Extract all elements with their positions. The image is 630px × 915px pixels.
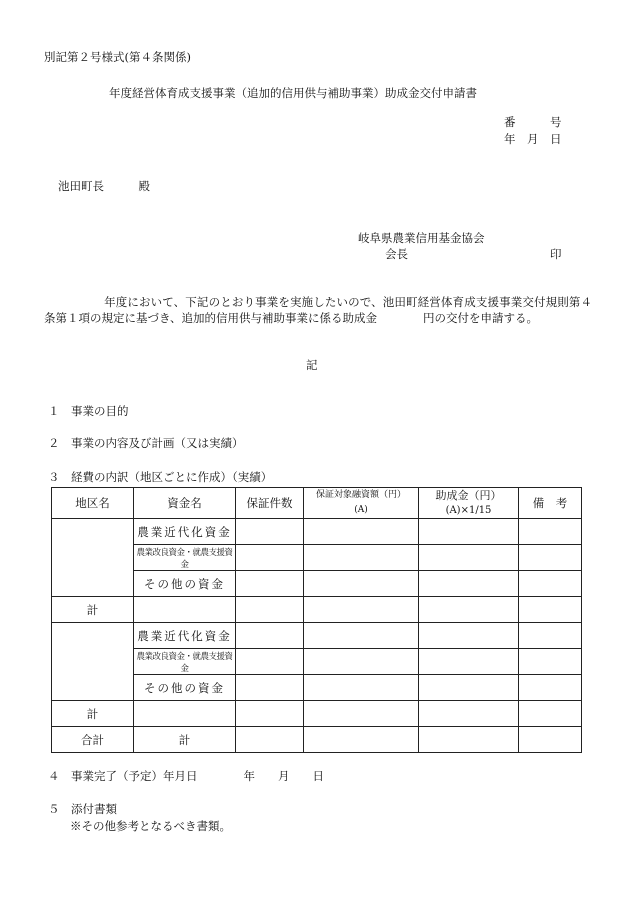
subtotal-row (52, 597, 582, 623)
chairman-title: 会長 (385, 247, 408, 261)
table-cell (304, 571, 419, 597)
table-cell (519, 623, 582, 649)
table-cell (236, 571, 304, 597)
fund-cell: 農業近代化資金 (134, 519, 236, 545)
table-header-row (52, 488, 582, 519)
table-cell (419, 649, 519, 675)
header-loan-amount-line2: (A) (354, 505, 368, 515)
ki-marker: 記 (306, 358, 318, 372)
addressee: 池田町長 殿 (58, 179, 150, 193)
table-cell (304, 727, 419, 753)
item-2: ２ 事業の内容及び計画（又は実績） (48, 436, 244, 450)
total-label: 合計 (52, 727, 134, 753)
table-cell (519, 571, 582, 597)
table-cell (419, 675, 519, 701)
table-cell (236, 597, 304, 623)
table-cell (519, 649, 582, 675)
table-cell (519, 545, 582, 571)
table-cell (419, 597, 519, 623)
item-4: ４ 事業完了（予定）年月日 年 月 日 (48, 769, 324, 783)
expense-table (51, 487, 582, 753)
fund-cell: 農業改良資金・就農支援資金 (134, 545, 236, 571)
header-grant-line2: (A)×1/15 (445, 505, 492, 516)
table-cell (304, 649, 419, 675)
table-cell (519, 701, 582, 727)
table-cell (304, 519, 419, 545)
table-cell (236, 675, 304, 701)
header-loan-amount-line1: 保証対象融資額（円） (315, 490, 406, 500)
table-row (52, 519, 582, 545)
application-date: 年 月 日 (504, 132, 562, 146)
item-3: ３ 経費の内訳（地区ごとに作成）（実績） (48, 470, 273, 484)
table-cell (304, 597, 419, 623)
form-id: 別記第２号様式(第４条関係) (44, 50, 191, 64)
table-cell (519, 675, 582, 701)
table-cell (419, 727, 519, 753)
table-cell (236, 727, 304, 753)
item-1: １ 事業の目的 (48, 404, 129, 418)
header-loan-amount (304, 488, 419, 519)
header-fund-name: 資金名 (134, 488, 236, 519)
fund-cell: 農業近代化資金 (134, 623, 236, 649)
table-cell (519, 597, 582, 623)
item-5: ５ 添付書類 (48, 802, 117, 816)
table-cell (304, 701, 419, 727)
subtotal-row (52, 701, 582, 727)
reference-number: 番 号 (504, 115, 562, 129)
table-cell (236, 519, 304, 545)
header-district: 地区名 (52, 488, 134, 519)
table-cell (419, 571, 519, 597)
table-cell (304, 675, 419, 701)
total-row (52, 727, 582, 753)
table-cell (519, 727, 582, 753)
table-cell (519, 519, 582, 545)
table-cell (419, 623, 519, 649)
document-title: 年度経営体育成支援事業（追加的信用供与補助事業）助成金交付申請書 (109, 86, 477, 100)
table-cell (419, 519, 519, 545)
table-cell (419, 701, 519, 727)
organization-name: 岐阜県農業信用基金協会 (358, 231, 485, 245)
table-row (52, 623, 582, 649)
table-cell (134, 701, 236, 727)
table-cell (304, 545, 419, 571)
item-5-note: ※その他参考となるべき書類。 (70, 819, 231, 833)
subtotal-label: 計 (52, 597, 134, 623)
table-cell (236, 649, 304, 675)
table-cell (304, 623, 419, 649)
header-grant-line1: 助成金（円） (435, 489, 502, 502)
fund-cell: 農業改良資金・就農支援資金 (134, 649, 236, 675)
fund-cell: その他の資金 (134, 571, 236, 597)
table-cell (419, 545, 519, 571)
subtotal-label: 計 (52, 701, 134, 727)
district-cell (52, 623, 134, 701)
fund-cell: その他の資金 (134, 675, 236, 701)
district-cell (52, 519, 134, 597)
header-guarantee-count: 保証件数 (236, 488, 304, 519)
table-cell (134, 597, 236, 623)
total-subtotal-label: 計 (134, 727, 236, 753)
header-grant (419, 488, 519, 519)
table-cell (236, 623, 304, 649)
seal-mark: 印 (550, 247, 562, 261)
table-cell (236, 701, 304, 727)
header-remarks: 備 考 (519, 488, 582, 519)
table-cell (236, 545, 304, 571)
application-body: 年度において、下記のとおり事業を実施したいので、池田町経営体育成支援事業交付規則第４条第１項の規定に基づき、追加的信用供与補助事業に係る助成金 円の交付を申請する。 (44, 295, 592, 325)
